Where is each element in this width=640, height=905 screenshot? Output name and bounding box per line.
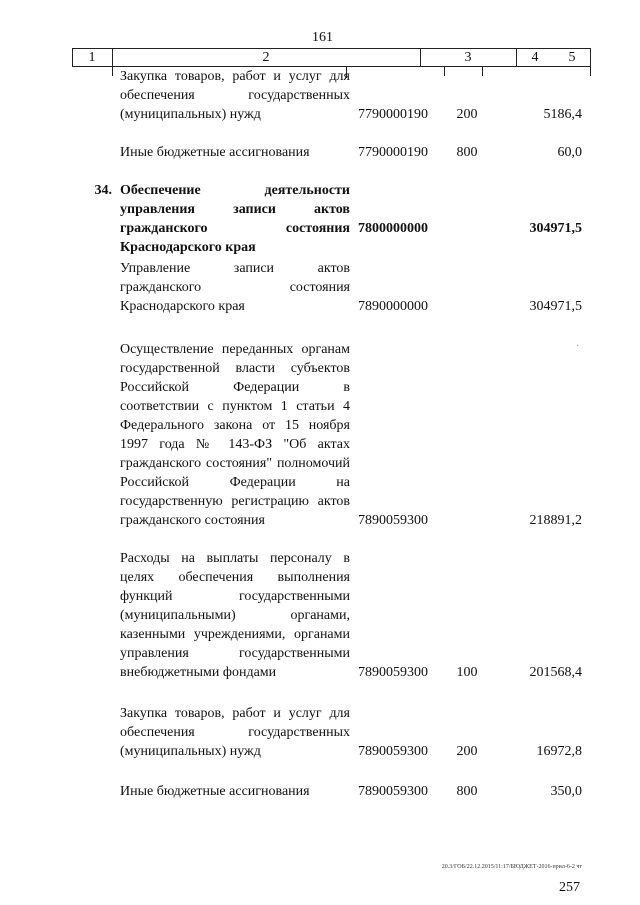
- row-amount: 16972,8: [536, 744, 582, 759]
- header-col-4: 4: [531, 50, 539, 65]
- scan-dot: ·: [576, 341, 580, 352]
- page-number-bottom: 257: [559, 880, 580, 895]
- header-divider: [420, 48, 421, 66]
- header-col-3: 3: [464, 50, 472, 65]
- header-divider: [112, 48, 113, 66]
- row-expense-type: 200: [456, 744, 478, 759]
- row-amount: 201568,4: [529, 665, 582, 680]
- row-code: 7890059300: [358, 513, 428, 528]
- row-description: Осуществление переданных органам государственной власти субъектов Российской Федерации в соответствии с пунктом 1 статьи 4 Федерального закона от 15 ноября 1997 года № 143-ФЗ "Об актах гражданского состояния" полномочий Российской Федерации на государственную регистрацию актов гражданского состояния: [120, 342, 350, 528]
- row-code: 7790000190: [358, 145, 428, 160]
- header-divider: [590, 48, 591, 66]
- row-description: Закупка товаров, работ и услуг для обеспечения государственных (муниципальных) нужд: [120, 706, 350, 759]
- row-code: 7890059300: [358, 665, 428, 680]
- header-col-2: 2: [262, 50, 270, 65]
- page-number-top: 161: [312, 30, 333, 45]
- row-code: 7790000190: [358, 107, 428, 122]
- row-code: 7800000000: [358, 221, 428, 236]
- row-code: 7890059300: [358, 784, 428, 799]
- header-divider: [516, 48, 517, 66]
- row-expense-type: 100: [456, 665, 478, 680]
- row-amount: 60,0: [557, 145, 582, 160]
- row-description: Управление записи актов гражданского состояния Краснодарского края: [120, 261, 350, 314]
- row-amount: 304971,5: [529, 221, 582, 236]
- header-col-5: 5: [568, 50, 576, 65]
- column-divider: [482, 66, 483, 76]
- row-expense-type: 800: [456, 145, 478, 160]
- column-divider: [444, 66, 445, 76]
- row-expense-type: 800: [456, 784, 478, 799]
- row-description: Расходы на выплаты персоналу в целях обеспечения выполнения функций государственными (муниципальными) органами, казенными учреждениями, органами управления государственными внебюджетными фондами: [120, 551, 350, 680]
- row-code: 7890059300: [358, 744, 428, 759]
- row-amount: 218891,2: [529, 513, 582, 528]
- footer-reference: 20.3/ГОБ/22.12.2015/11:17/БЮДЖЕТ-2016-прил-6-2 чт: [441, 864, 582, 870]
- table-header: [72, 48, 590, 67]
- row-amount: 5186,4: [543, 107, 582, 122]
- header-col-1: 1: [88, 50, 96, 65]
- row-expense-type: 200: [456, 107, 478, 122]
- row-amount: 304971,5: [529, 299, 582, 314]
- row-number: 34.: [94, 183, 112, 198]
- row-description: Закупка товаров, работ и услуг для обеспечения государственных (муниципальных) нужд: [120, 69, 350, 122]
- column-divider: [112, 66, 113, 76]
- row-code: 7890000000: [358, 299, 428, 314]
- row-description: Иные бюджетные ассигнования: [120, 145, 310, 160]
- row-description: Иные бюджетные ассигнования: [120, 784, 310, 799]
- row-amount: 350,0: [550, 784, 582, 799]
- column-divider: [590, 66, 591, 76]
- header-divider: [72, 48, 73, 66]
- row-description: Обеспечение деятельности управления записи актов гражданского состояния Краснодарского края: [120, 183, 350, 255]
